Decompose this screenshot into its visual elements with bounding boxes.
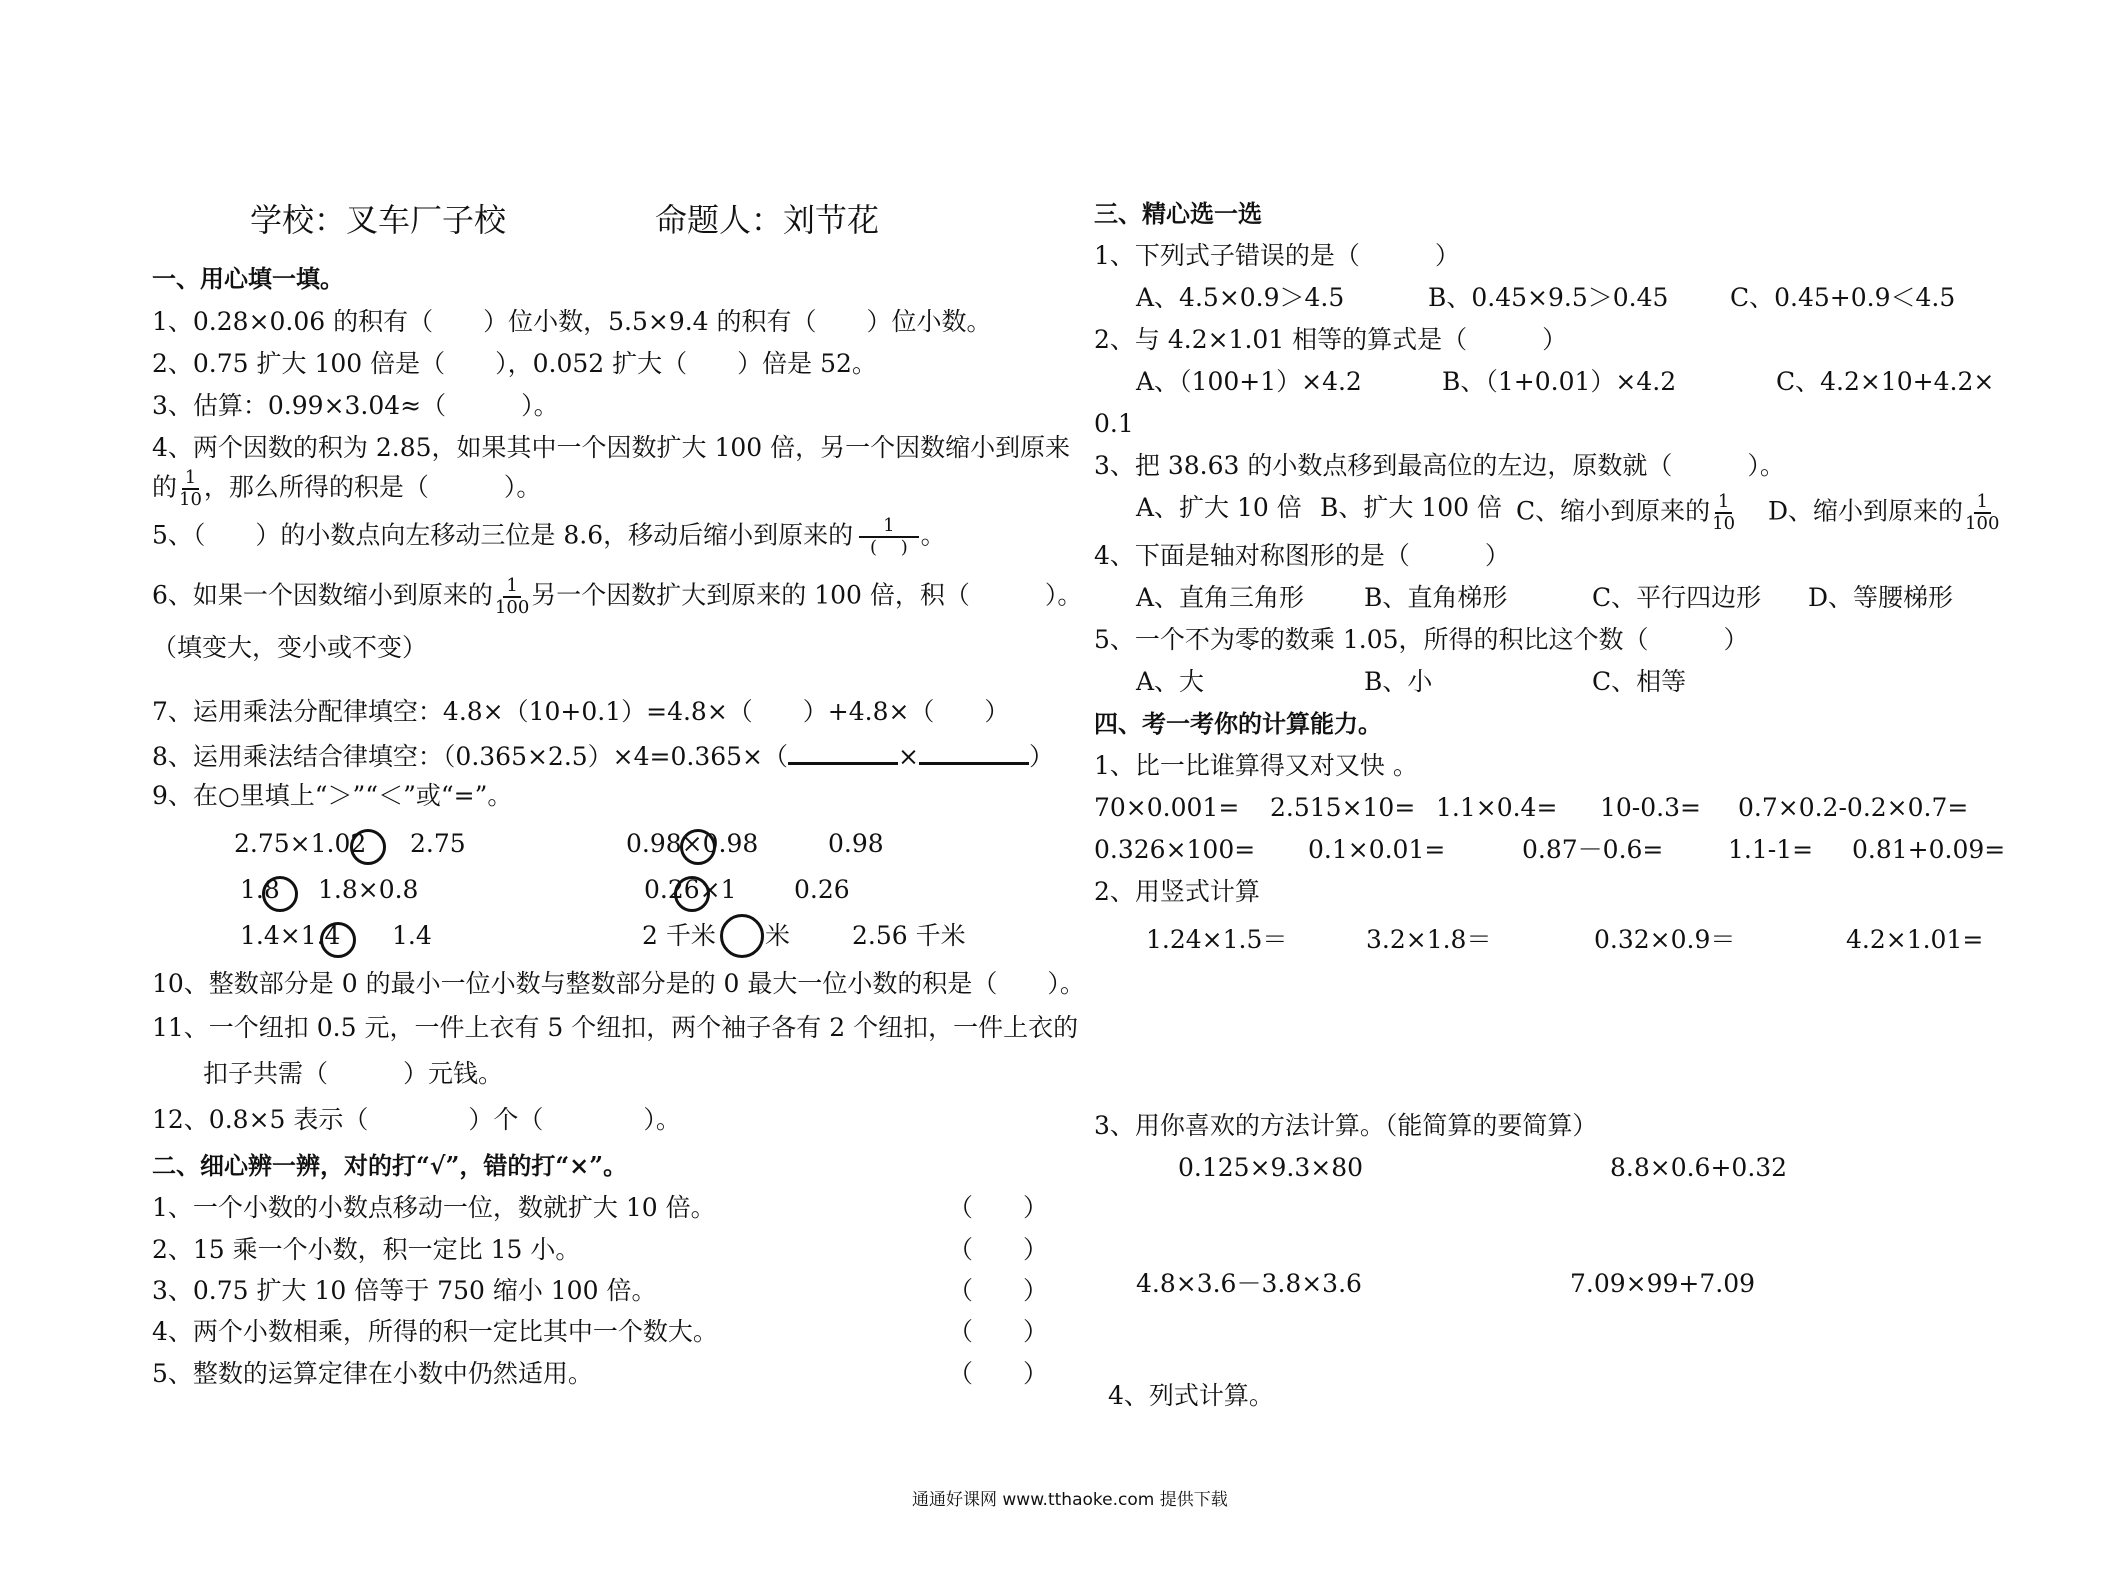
s1-q8: 8、运用乘法结合律填空：（0.365×2.5）×4=0.365×（ × ） [152,738,1054,773]
s4-q1: 1、比一比谁算得又对又快 。 [1094,751,1418,780]
school-label: 学校：叉车厂子校 [250,201,507,239]
s3-q4: 4、下面是轴对称图形的是（ ） [1094,541,1510,570]
s3-q4-d: D、等腰梯形 [1808,583,1954,612]
section2-title: 二、细心辨一辨，对的打“√”，错的打“×”。 [152,1151,628,1180]
s3-q3-c: C、缩小到原来的 $\frac{1}{10}$ [1516,491,1736,534]
blank-line [788,738,898,765]
s4-q2: 2、用竖式计算 [1094,877,1260,906]
s3-q5-c: C、相等 [1592,667,1687,696]
s3-q4-b: B、直角梯形 [1364,583,1508,612]
s1-q6-note: （填变大，变小或不变） [152,633,428,662]
answer-paren[interactable]: （ ） [948,1359,1049,1388]
s3-q2-b: B、（1+0.01）×4.2 [1442,367,1677,396]
s3-q3: 3、把 38.63 的小数点移到最高位的左边，原数就（ ）。 [1094,451,1785,480]
answer-circle[interactable] [720,914,764,958]
s1-q7: 7、运用乘法分配律填空：4.8×（10+0.1）=4.8×（ ）+4.8×（ ） [152,697,1010,726]
s3-q3-a: A、扩大 10 倍 [1136,493,1302,522]
s3-q4-c: C、平行四边形 [1592,583,1762,612]
s3-q1-a: A、4.5×0.9＞4.5 [1136,283,1345,312]
calc-r2-3: 0.87－0.6= [1522,835,1664,864]
answer-paren[interactable]: （ ） [948,1317,1049,1346]
calc-r3-3: 0.32×0.9＝ [1594,925,1736,954]
s1-q3: 3、估算：0.99×3.04≈（ ）。 [152,391,559,420]
s2-item-3: 3、0.75 扩大 10 倍等于 750 缩小 100 倍。 [152,1276,657,1305]
cmp-left-5: 1.4×1.4 [240,921,341,950]
calc-r2-1: 0.326×100= [1094,835,1256,864]
s3-q5-a: A、大 [1136,667,1205,696]
s1-q5: 5、（ ）的小数点向左移动三位是 8.6，移动后缩小到原来的 $\frac{1}{( )}$ 。 [152,515,946,558]
answer-circle[interactable] [262,876,298,912]
s2-item-4: 4、两个小数相乘，所得的积一定比其中一个数大。 [152,1317,718,1346]
cmp-right-3: 1.8×0.8 [318,875,419,904]
s3-q5-b: B、小 [1364,667,1433,696]
s2-item-5: 5、整数的运算定律在小数中仍然适用。 [152,1359,593,1388]
s3-q2-c: C、4.2×10+4.2× [1776,367,1995,396]
calc-r2-2: 0.1×0.01= [1308,835,1446,864]
s1-q11-line1: 11、一个纽扣 0.5 元，一件上衣有 5 个纽扣，两个袖子各有 2 个纽扣，一件上衣的 [152,1013,1079,1042]
fraction-1-100: $\frac{1}{100}$ [494,575,530,618]
s1-q6: 6、如果一个因数缩小到原来的 $\frac{1}{100}$ 另一个因数扩大到原来的 100 倍，积（ ）。 [152,575,1083,618]
calc-r3-4: 4.2×1.01= [1846,925,1984,954]
s3-q2-c-cont: 0.1 [1094,409,1134,438]
s1-q4-line1: 4、两个因数的积为 2.85，如果其中一个因数扩大 100 倍，另一个因数缩小到原来 [152,433,1071,462]
fraction-1-10: $\frac{1}{10}$ [179,467,202,510]
fraction-1-10: $\frac{1}{10}$ [1712,491,1736,534]
cmp-right-6: 2.56 千米 [852,921,966,950]
cmp-right-1: 2.75 [410,829,466,858]
calc-r1-5: 0.7×0.2-0.2×0.7= [1738,793,1969,822]
s1-q2: 2、0.75 扩大 100 倍是（ ），0.052 扩大（ ）倍是 52。 [152,349,877,378]
calc-r4-2: 8.8×0.6+0.32 [1610,1153,1788,1182]
calc-r5-2: 7.09×99+7.09 [1570,1269,1756,1298]
s3-q1: 1、下列式子错误的是（ ） [1094,241,1460,270]
s3-q3-d: D、缩小到原来的 $\frac{1}{100}$ [1768,491,2000,534]
cmp-mid-6: 米 [765,921,791,950]
calc-r3-1: 1.24×1.5＝ [1146,925,1288,954]
s3-q1-b: B、0.45×9.5＞0.45 [1428,283,1669,312]
s1-q4-line2: 的 $\frac{1}{10}$ ，那么所得的积是（ ）。 [152,467,542,510]
s4-q4: 4、列式计算。 [1108,1381,1274,1410]
cmp-left-3: 1.8 [240,875,280,904]
cmp-right-4: 0.26 [794,875,850,904]
answer-circle[interactable] [320,922,356,958]
s3-q3-b: B、扩大 100 倍 [1320,493,1502,522]
answer-circle[interactable] [350,829,386,865]
s1-q1: 1、0.28×0.06 的积有（ ）位小数，5.5×9.4 的积有（ ）位小数。 [152,307,992,336]
calc-r1-4: 10-0.3= [1600,793,1701,822]
s2-item-2: 2、15 乘一个小数，积一定比 15 小。 [152,1235,581,1264]
s3-q2: 2、与 4.2×1.01 相等的算式是（ ） [1094,325,1568,354]
s3-q5: 5、一个不为零的数乘 1.05，所得的积比这个数（ ） [1094,625,1749,654]
calc-r1-2: 2.515×10= [1270,793,1416,822]
cmp-right-5: 1.4 [392,921,432,950]
s1-q9: 9、在○里填上“＞”“＜”或“=”。 [152,781,513,810]
blank-line [919,738,1029,765]
answer-paren[interactable]: （ ） [948,1235,1049,1264]
footer-credit: 通通好课网 www.tthaoke.com 提供下载 [912,1490,1228,1510]
cmp-left-1: 2.75×1.02 [234,829,367,858]
cmp-left-4: 0.26×1 [644,875,737,904]
answer-circle[interactable] [674,876,710,912]
answer-circle[interactable] [680,829,716,865]
s1-q11-line2: 扣子共需（ ）元钱。 [203,1059,504,1088]
s3-q2-a: A、（100+1）×4.2 [1136,367,1362,396]
calc-r1-3: 1.1×0.4= [1436,793,1558,822]
answer-paren[interactable]: （ ） [948,1276,1049,1305]
calc-r1-1: 70×0.001= [1094,793,1240,822]
section4-title: 四、考一考你的计算能力。 [1094,709,1382,738]
calc-r4-1: 0.125×9.3×80 [1178,1153,1364,1182]
cmp-left-6: 2 千米 [642,921,716,950]
author-label: 命题人：刘节花 [655,201,880,239]
fraction-1-100: $\frac{1}{100}$ [1965,491,2000,534]
calc-r2-4: 1.1-1= [1728,835,1814,864]
section1-title: 一、用心填一填。 [152,264,344,293]
s1-q10: 10、整数部分是 0 的最小一位小数与整数部分是的 0 最大一位小数的积是（ ）。 [152,969,1085,998]
calc-r2-5: 0.81+0.09= [1852,835,2006,864]
answer-paren[interactable]: （ ） [948,1193,1049,1222]
calc-r5-1: 4.8×3.6－3.8×3.6 [1136,1269,1362,1298]
s2-item-1: 1、一个小数的小数点移动一位，数就扩大 10 倍。 [152,1193,716,1222]
cmp-left-2: 0.98×0.98 [626,829,759,858]
s4-q3: 3、用你喜欢的方法计算。（能简算的要简算） [1094,1111,1598,1140]
s3-q1-c: C、0.45+0.9＜4.5 [1730,283,1956,312]
section3-title: 三、精心选一选 [1094,199,1262,228]
s3-q4-a: A、直角三角形 [1136,583,1305,612]
calc-r3-2: 3.2×1.8＝ [1366,925,1492,954]
cmp-right-2: 0.98 [828,829,884,858]
fraction-1-blank: $\frac{1}{( )}$ [859,516,918,558]
s1-q12: 12、0.8×5 表示（ ）个（ ）。 [152,1105,681,1134]
